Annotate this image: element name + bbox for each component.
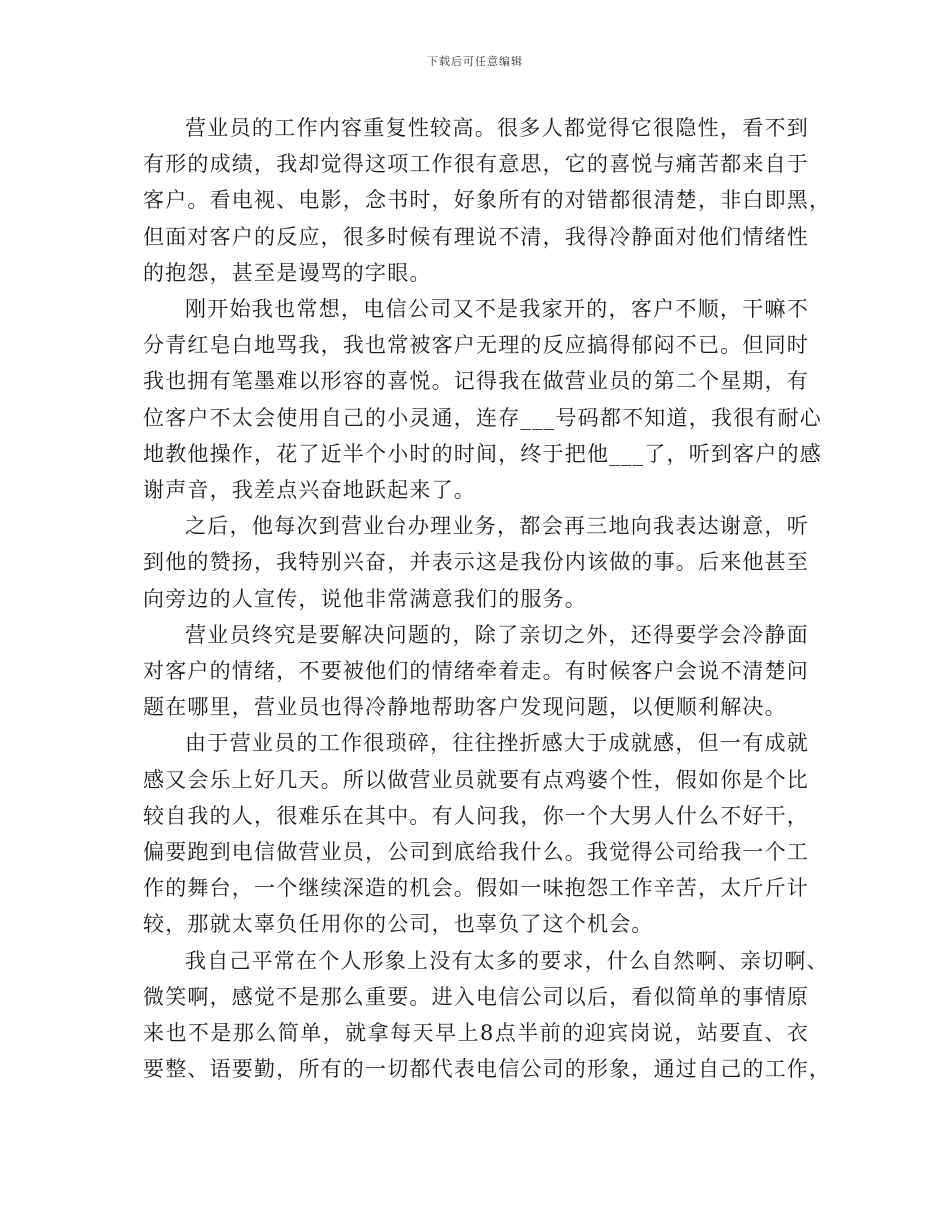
text-line: 我也拥有笔墨难以形容的喜悦。记得我在做营业员的第二个星期，有 <box>143 369 809 394</box>
text-line: 营业员终究是要解决问题的，除了亲切之外，还得要学会冷静面 <box>185 622 809 647</box>
header-note: 下载后可任意编辑 <box>427 55 523 68</box>
text-line: 地教他操作，花了近半个小时的时间，终于把他___了，听到客户的感 <box>143 441 822 466</box>
text-line: 我自己平常在个人形象上没有太多的要求，什么自然啊、亲切啊、 <box>185 948 829 973</box>
text-line: 客户。看电视、电影，念书时，好象所有的对错都很清楚，非白即黑， <box>143 188 832 213</box>
paragraph-2 <box>143 291 822 508</box>
text-line: 对客户的情绪，不要被他们的情绪牵着走。有时候客户会说不清楚问 <box>143 659 809 684</box>
text-line: 谢声音，我差点兴奋地跃起来了。 <box>143 478 476 503</box>
text-line: 有形的成绩，我却觉得这项工作很有意思，它的喜悦与痛苦都来自于 <box>143 152 809 177</box>
text-line: 作的舞台，一个继续深造的机会。假如一味抱怨工作辛苦，太斤斤计 <box>143 876 809 901</box>
text-line: 题在哪里，营业员也得冷静地帮助客户发现问题，以便顺利解决。 <box>143 695 787 720</box>
text-line: 之后，他每次到营业台办理业务，都会再三地向我表达谢意，听 <box>185 514 809 539</box>
text-line: 的抱怨，甚至是谩骂的字眼。 <box>143 260 432 285</box>
text-line: 来也不是那么简单，就拿每天早上8点半前的迎宾岗说，站要直、衣 <box>143 1021 809 1046</box>
paragraph-1 <box>143 110 832 291</box>
paragraph-6 <box>143 943 832 1088</box>
text-line: 分青红皂白地骂我，我也常被客户无理的反应搞得郁闷不已。但同时 <box>143 333 809 358</box>
text-line: 由于营业员的工作很琐碎，往往挫折感大于成就感，但一有成就 <box>185 731 809 756</box>
paragraph-5 <box>143 725 809 942</box>
text-line: 偏要跑到电信做营业员，公司到底给我什么。我觉得公司给我一个工 <box>143 840 809 865</box>
text-line: 感又会乐上好几天。所以做营业员就要有点鸡婆个性，假如你是个比 <box>143 767 809 792</box>
text-line: 要整、语要勤，所有的一切都代表电信公司的形象，通过自己的工作， <box>143 1057 832 1082</box>
text-line: 向旁边的人宣传，说他非常满意我们的服务。 <box>143 586 587 611</box>
body-text <box>143 110 832 1087</box>
text-line: 但面对客户的反应，很多时候有理说不清，我得冷静面对他们情绪性 <box>143 224 809 249</box>
text-line: 到他的赞扬，我特别兴奋，并表示这是我份内该做的事。后来他甚至 <box>143 550 809 575</box>
text-line: 刚开始我也常想，电信公司又不是我家开的，客户不顺，干嘛不 <box>185 297 809 322</box>
text-line: 营业员的工作内容重复性较高。很多人都觉得它很隐性，看不到 <box>185 116 809 140</box>
text-line: 较自我的人，很难乐在其中。有人问我，你一个大男人什么不好干， <box>143 803 809 828</box>
text-line: 较，那就太辜负任用你的公司，也辜负了这个机会。 <box>143 912 654 937</box>
paragraph-4 <box>143 617 809 726</box>
text-line: 微笑啊，感觉不是那么重要。进入电信公司以后，看似简单的事情原 <box>143 984 809 1009</box>
paragraph-3 <box>143 508 809 617</box>
text-line: 位客户不太会使用自己的小灵通，连存___号码都不知道，我很有耐心 <box>143 405 822 430</box>
